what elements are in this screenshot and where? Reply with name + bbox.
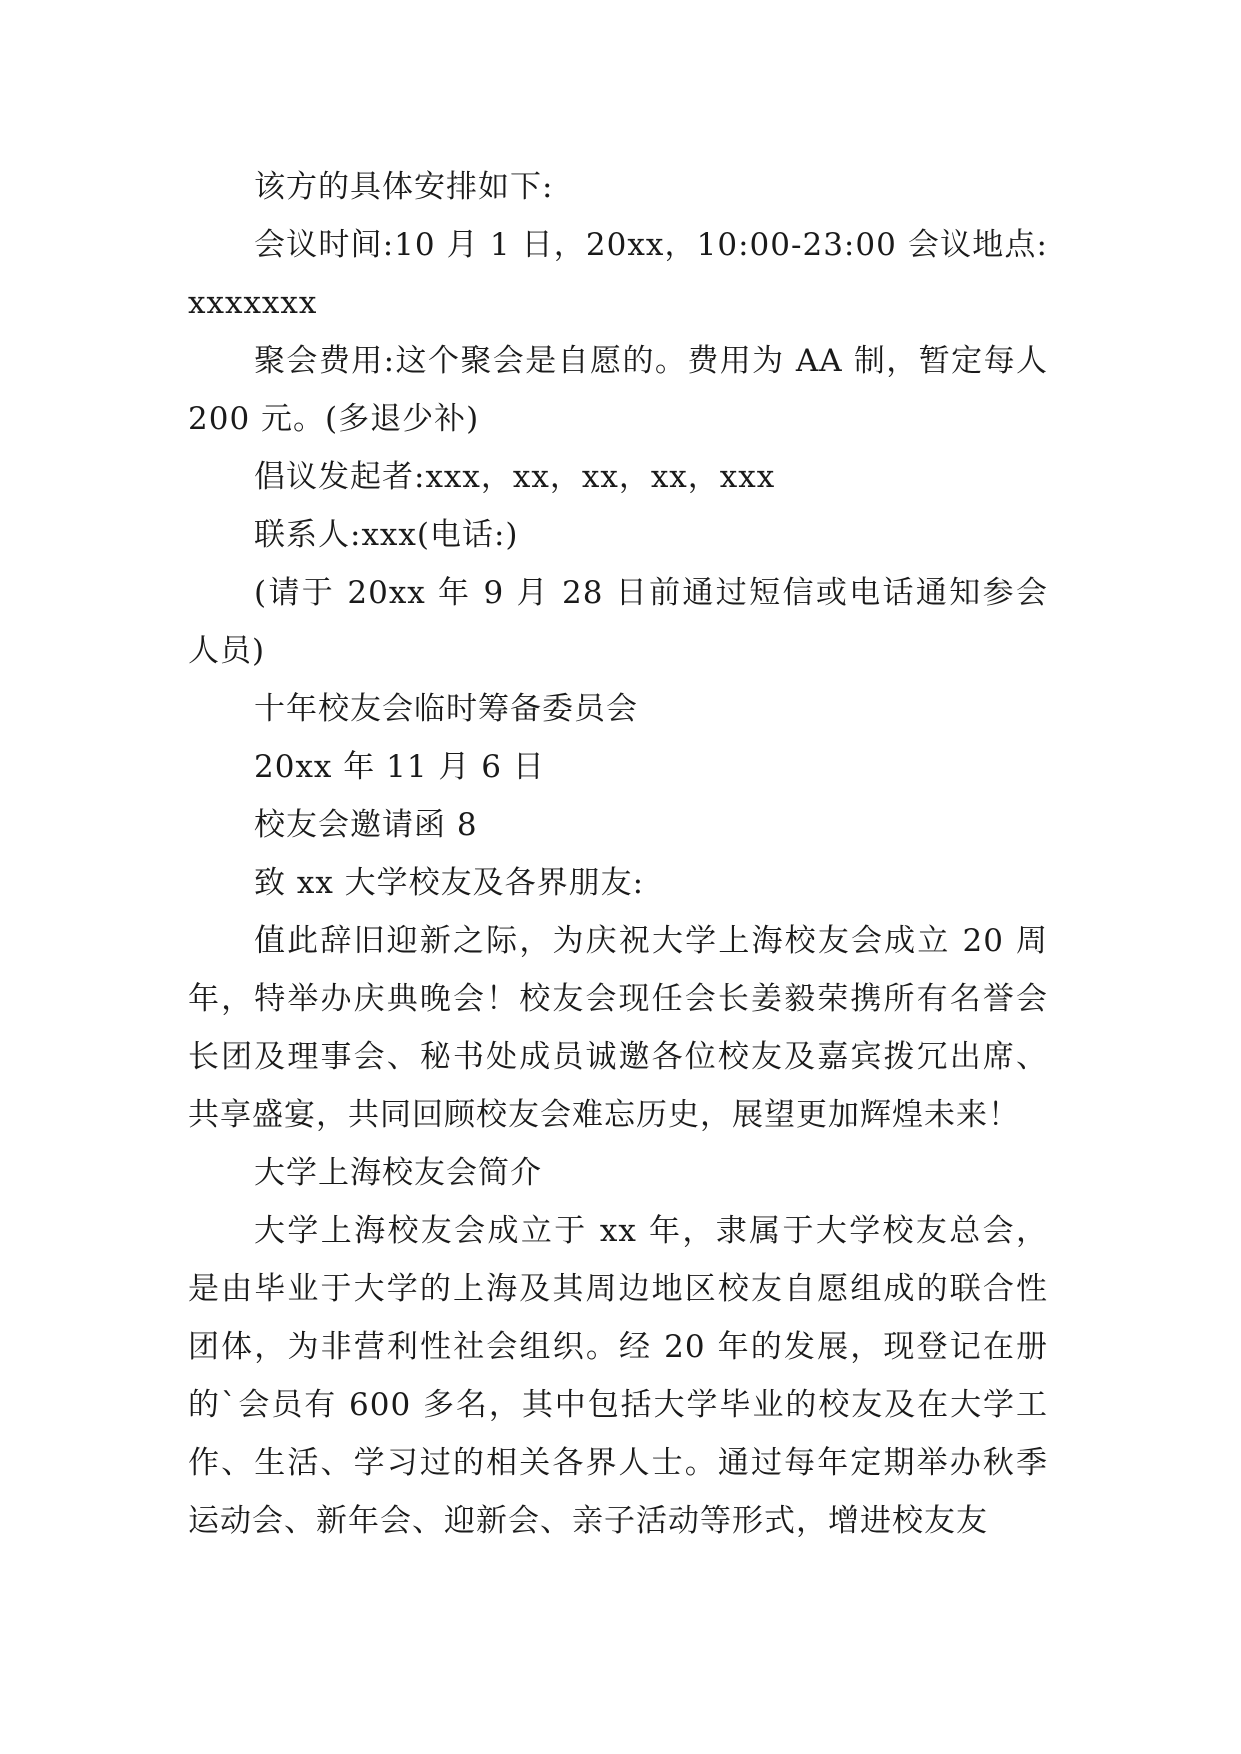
paragraph-intro-heading: 大学上海校友会简介 (254, 1155, 542, 1191)
paragraph-salutation: 致 xx 大学校友及各界朋友: (254, 865, 645, 901)
paragraph-section-heading: 校友会邀请函 8 (254, 807, 478, 843)
paragraph-initiators: 倡议发起者:xxx，xx，xx，xx，xxx (254, 459, 776, 495)
paragraph-fee: 聚会费用:这个聚会是自愿的。费用为 AA 制，暂定每人 200 元。(多退少补) (188, 343, 1048, 437)
paragraph-notice-deadline: (请于 20xx 年 9 月 28 日前通过短信或电话通知参会人员) (188, 575, 1048, 669)
paragraph-committee-signature: 十年校友会临时筹备委员会 (254, 691, 638, 727)
document-body (188, 158, 1048, 1550)
paragraph-meeting-time-place: 会议时间:10 月 1 日，20xx，10:00-23:00 会议地点:xxxxxxx (188, 227, 1048, 321)
paragraph-arrangement-intro: 该方的具体安排如下: (254, 169, 554, 205)
paragraph-intro-body: 大学上海校友会成立于 xx 年，隶属于大学校友总会，是由毕业于大学的上海及其周边地区校友自愿组成的联合性团体，为非营利性社会组织。经 20 年的发展，现登记在册的`会员有 600 多名，其中包括大学毕业的校友及在大学工作、生活、学习过的相关各界人士。通过每年定期举办秋季运动会、新年会、迎新会、亲子活动等形式，增进校友友 (188, 1213, 1048, 1539)
paragraph-invitation-body: 值此辞旧迎新之际，为庆祝大学上海校友会成立 20 周年，特举办庆典晚会！校友会现任会长姜毅荣携所有名誉会长团及理事会、秘书处成员诚邀各位校友及嘉宾拨冗出席、共享盛宴，共同回顾校友会难忘历史，展望更加辉煌未来！ (188, 923, 1048, 1133)
paragraph-date: 20xx 年 11 月 6 日 (254, 749, 545, 785)
paragraph-contact: 联系人:xxx(电话:) (254, 517, 519, 553)
